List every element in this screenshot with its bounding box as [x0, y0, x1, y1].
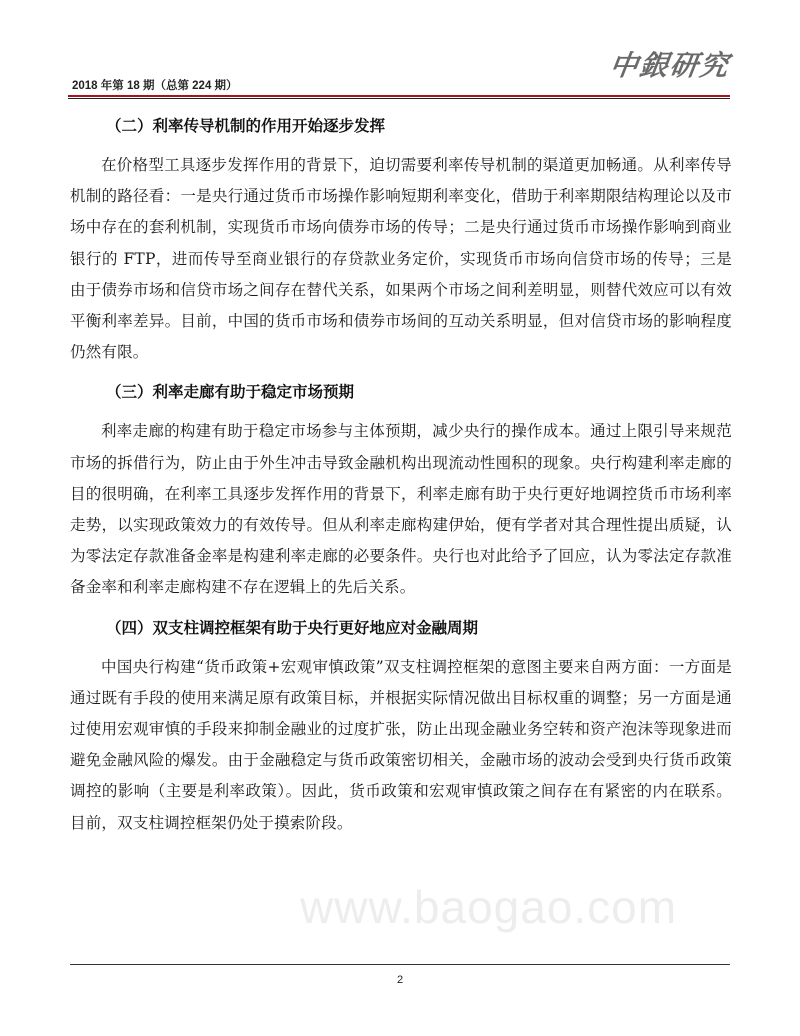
- section-paragraph-4: 中国央行构建“货币政策+宏观审慎政策”双支柱调控框架的意图主要来自两方面：一方面是通过既有手段的使用来满足原有政策目标，并根据实际情况做出目标权重的调整；另一方面是通过使用宏观审慎的手段来抑制金融业的过度扩张，防止出现金融业务空转和资产泡沫等现象进而避免金融风险的爆发。由于金融稳定与货币政策密切相关，金融市场的波动会受到央行货币政策调控的影响（主要是利率政策）。因此，货币政策和宏观审慎政策之间存在有紧密的内在联系。目前，双支柱调控框架仍处于摸索阶段。: [70, 657, 732, 832]
- section-heading-3: （三）利率走廊有助于稳定市场预期: [106, 383, 355, 402]
- section-paragraph-3: 利率走廊的构建有助于稳定市场参与主体预期，减少央行的操作成本。通过上限引导来规范市场的拆借行为，防止由于外生冲击导致金融机构出现流动性囤积的现象。央行构建利率走廊的目的很明确，在利率工具逐步发挥作用的背景下，利率走廊有助于央行更好地调控货币市场利率走势，以实现政策效力的有效传导。但从利率走廊构建伊始，便有学者对其合理性提出质疑，认为零法定存款准备金率是构建利率走廊的必要条件。央行也对此给予了回应，认为零法定存款准备金率和利率走廊构建不存在逻辑上的先后关系。: [70, 422, 732, 597]
- page-header: [68, 40, 733, 100]
- page-number: 2: [396, 974, 404, 986]
- brand-logo: 中銀研究: [607, 49, 733, 82]
- header-red-rule: [68, 95, 730, 97]
- watermark: www.baogao.com: [300, 881, 678, 933]
- document-body: [70, 112, 732, 847]
- footer-rule: [70, 964, 730, 965]
- issue-label: 2018 年第 18 期（总第 224 期）: [72, 80, 238, 92]
- header-black-rule: [68, 98, 730, 99]
- section-heading-4: （四）双支柱调控框架有助于央行更好地应对金融周期: [106, 618, 479, 637]
- section-heading-2: （二）利率传导机制的作用开始逐步发挥: [106, 117, 386, 135]
- section-paragraph-2: 在价格型工具逐步发挥作用的背景下，迫切需要利率传导机制的渠道更加畅通。从利率传导机制的路径看：一是央行通过货币市场操作影响短期利率变化，借助于利率期限结构理论以及市场中存在的套利机制，实现货币市场向债券市场的传导；二是央行通过货币市场操作影响到商业银行的 FTP，进而传导至商业银行的存贷款业务定价，实现货币市场向信贷市场的传导；三是由于债券市场和信贷市场之间存在替代关系，如果两个市场之间利差明显，则替代效应可以有效平衡利率差异。目前，中国的货币市场和债券市场间的互动关系明显，但对信贷市场的影响程度仍然有限。: [70, 156, 732, 362]
